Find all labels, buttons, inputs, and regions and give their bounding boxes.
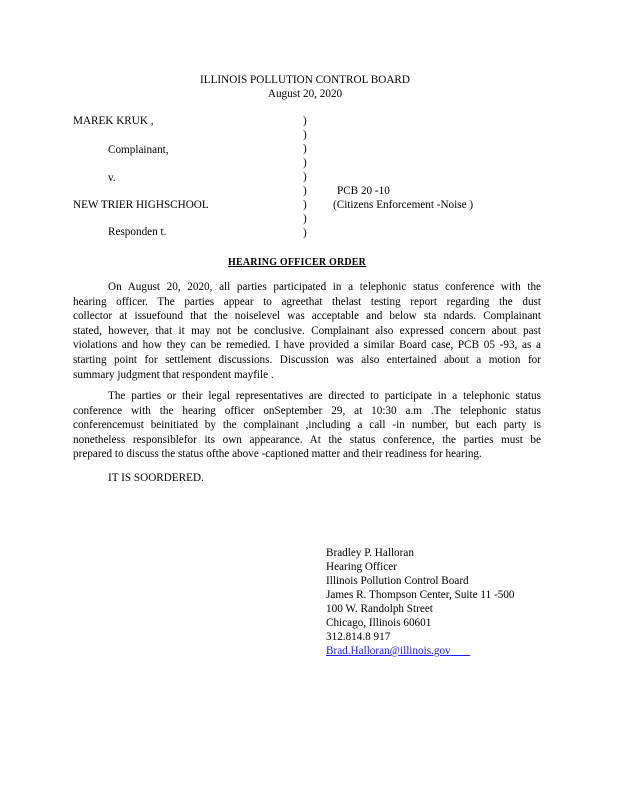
paragraph-line: prepared to discuss the status ofthe above -captioned matter and their readiness for hearing. [73, 448, 482, 461]
complainant-name: MAREK KRUK , [73, 115, 154, 127]
signer-phone: 312.814.8 917 [326, 631, 391, 643]
case-type: (Citizens Enforcement -Noise ) [333, 199, 474, 211]
paragraph-directive [73, 389, 541, 462]
signer-name: Bradley P. Halloran [326, 547, 414, 559]
signature-block [326, 546, 514, 658]
paragraph-line: conferencemust beinitiated by the complainant ,including a call -in number, but each party is [73, 419, 541, 432]
versus-label: v. [108, 172, 116, 184]
signer-agency: Illinois Pollution Control Board [326, 575, 469, 587]
paragraph-line: collector at issuefound that the noiselevel was acceptable and below sta ndards. Complainant [73, 310, 541, 323]
board-heading: ILLINOIS POLLUTION CONTROL BOARD [200, 74, 410, 86]
order-date: August 20, 2020 [267, 88, 343, 100]
paragraph-line: nonetheless responsiblefor its own appearance. At the status conference, the parties must be [73, 433, 541, 446]
paren: ) [303, 129, 307, 141]
paren: ) [303, 199, 307, 211]
paren: ) [303, 115, 307, 127]
paragraph-line: stated, however, that it may not be conclusive. Complainant also expressed concern about past [73, 324, 541, 337]
respondent-name: NEW TRIER HIGHSCHOOL [73, 199, 209, 211]
closing-line: IT IS SOORDERED. [108, 472, 204, 484]
signer-title: Hearing Officer [326, 561, 397, 573]
paren: ) [303, 143, 307, 155]
paren: ) [303, 213, 307, 225]
signer-building: James R. Thompson Center, Suite 11 -500 [326, 589, 515, 601]
paragraph-line: violations and how they can be remedied. I have provided a similar Board case, PCB 05 -93, as a [73, 339, 541, 352]
paren: ) [303, 157, 307, 169]
order-title: HEARING OFFICER ORDER [228, 257, 367, 268]
caption-paren-column [303, 114, 313, 240]
complainant-role: Complainant, [108, 144, 169, 156]
respondent-role: Responden t. [108, 226, 167, 238]
paragraph-line: conference with the hearing officer onSeptember 29, at 10:30 a.m .The telephonic status [73, 404, 541, 417]
paragraph-line: On August 20, 2020, all parties participated in a telephonic status conference with the [108, 281, 541, 293]
paragraph-line: The parties or their legal representatives are directed to participate in a telephonic status [108, 390, 541, 402]
paren: ) [303, 227, 307, 239]
email-link[interactable]: Brad.Halloran@illinois.gov [326, 645, 451, 657]
paragraph-status-conference [73, 280, 541, 382]
paren: ) [303, 185, 307, 197]
paragraph-line: hearing officer. The parties appear to agreethat thelast testing report regarding the dust [73, 295, 541, 308]
signer-street: 100 W. Randolph Street [326, 603, 433, 615]
case-number: PCB 20 -10 [337, 185, 390, 197]
signer-city: Chicago, Illinois 60601 [326, 617, 432, 629]
paren: ) [303, 171, 307, 183]
paragraph-line: starting point for settlement discussions. Discussion was also entertained about a motion for [73, 353, 541, 366]
paragraph-line: summary judgment that respondent mayfile . [73, 368, 274, 381]
